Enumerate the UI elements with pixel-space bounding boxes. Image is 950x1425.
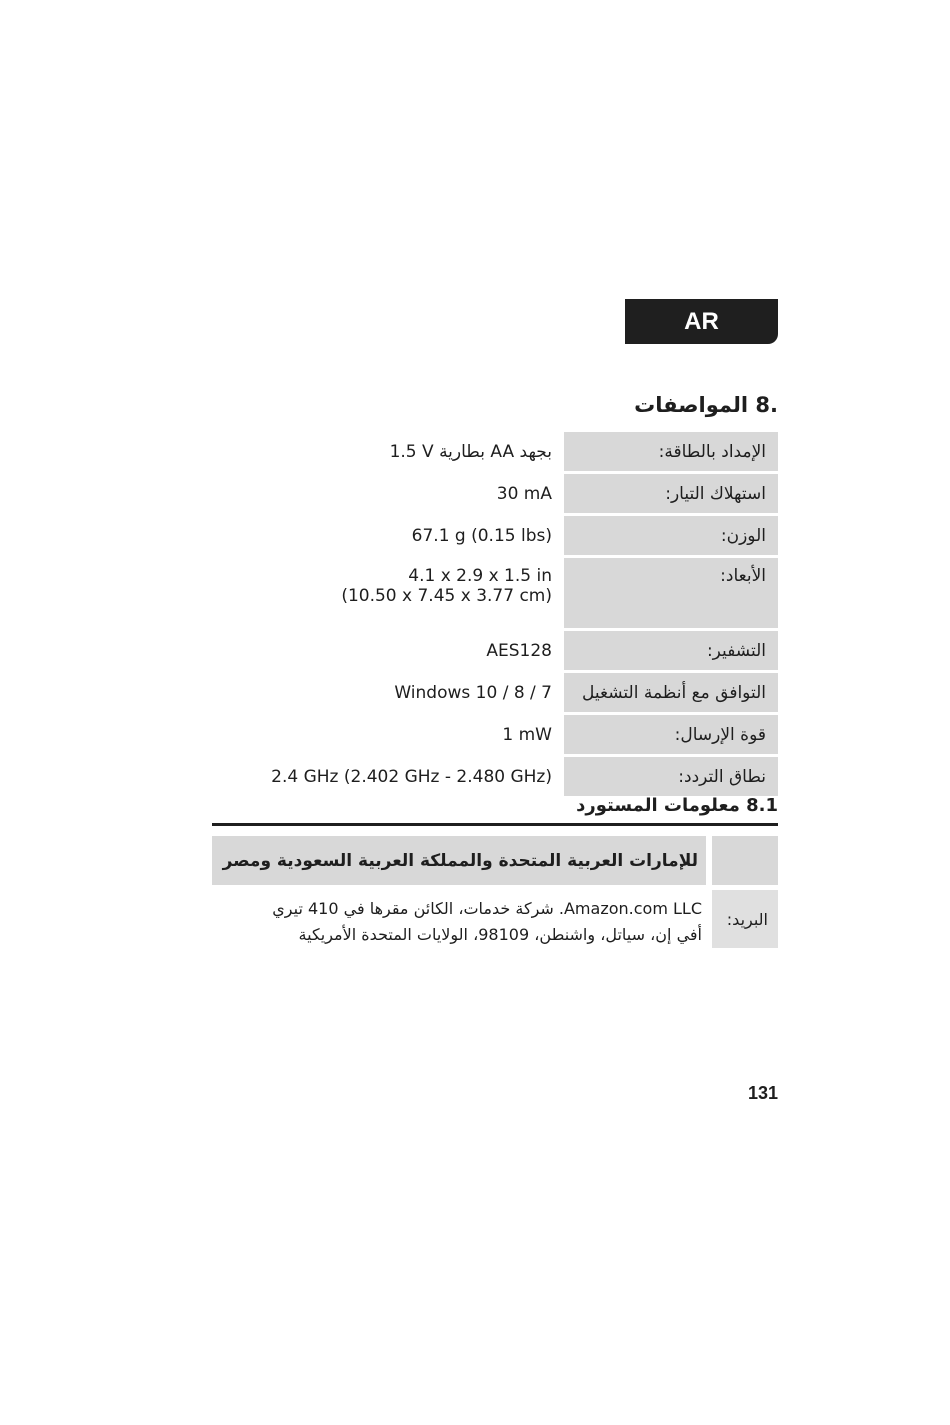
spec-row-current [245, 474, 778, 513]
importer-title: 8.1 معلومات المستورد [576, 795, 778, 816]
spec-value: 1 mW [502, 724, 552, 745]
spec-row-power [245, 432, 778, 471]
mail-label-cell [712, 890, 778, 948]
spec-value: 2.4 GHz (2.402 GHz - 2.480 GHz) [271, 766, 552, 787]
spec-label: الإمداد بالطاقة: [564, 432, 778, 471]
spec-value: 30 mA [496, 483, 552, 504]
language-tab: AR [625, 299, 778, 344]
mail-label: البريد: [726, 909, 768, 929]
section-divider [212, 823, 778, 826]
spec-row-frequency [245, 757, 778, 796]
page-number: 131 [747, 1083, 778, 1103]
mail-address-line: Amazon.com LLC. شركة خدمات، الكائن مقرها في 410 تيري [272, 899, 702, 918]
spec-row-os-compat [245, 673, 778, 712]
spec-value: AES128 [486, 640, 552, 661]
spec-label: استهلاك التيار: [564, 474, 778, 513]
spec-value: 4.1 x 2.9 x 1.5 in (10.50 x 7.45 x 3.77 cm) [341, 566, 552, 606]
spec-value: 67.1 g (0.15 lbs) [411, 525, 552, 546]
mail-address-line: أفي إن، سياتل، واشنطن، 98109، الولايات المتحدة الأمريكية [298, 925, 702, 944]
spec-row-dimensions [245, 558, 778, 628]
spec-value: Windows 10 / 8 / 7 [394, 682, 552, 703]
section-title: .8 المواصفات [634, 393, 778, 417]
spec-row-weight [245, 516, 778, 555]
spec-label: نطاق التردد: [564, 757, 778, 796]
spec-value: 1.5 V بطارية AA بجهد [389, 441, 552, 462]
specs-table [245, 429, 778, 799]
spec-label: قوة الإرسال: [564, 715, 778, 754]
spec-label: الوزن: [564, 516, 778, 555]
importer-header-cell [712, 836, 778, 885]
spec-row-tx-power [245, 715, 778, 754]
spec-label: الأبعاد: [564, 558, 778, 628]
mail-address [212, 896, 702, 948]
spec-row-encryption [245, 631, 778, 670]
importer-header-text: للإمارات العربية المتحدة والمملكة العربية السعودية ومصر [222, 850, 698, 871]
spec-label: التوافق مع أنظمة التشغيل [564, 673, 778, 712]
spec-label: التشفير: [564, 631, 778, 670]
importer-header [212, 836, 706, 885]
